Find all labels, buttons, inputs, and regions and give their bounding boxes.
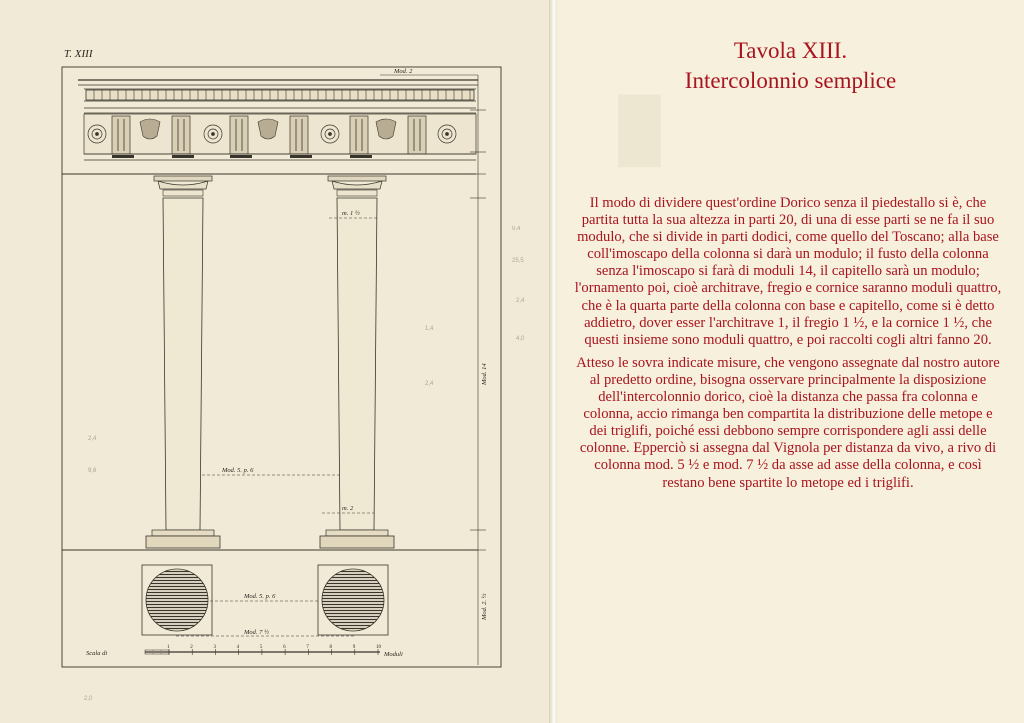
cornice <box>78 80 478 113</box>
scale-tick-label: 2 <box>190 645 193 650</box>
scale-tick-label: 8 <box>329 645 333 650</box>
scale-tick-label: 3 <box>213 645 216 650</box>
page-title: Tavola XIII. <box>733 38 848 63</box>
svg-text:0,4: 0,4 <box>512 226 521 232</box>
svg-text:4,0: 4,0 <box>516 336 525 342</box>
paragraph-1: Il modo di dividere quest'ordine Dorico senza il piedestallo si è, che partita tutta la sua altezza in parti 20, di una di esse parti se ne fa il suo modulo, che si divide in parti dodici, come quello del Toscano; alla base coll'imoscapo della colonna si darà un modulo; il fusto della colonna senza l'imoscapo si farà di moduli 14, il capitello sarà un modulo; l'ornamento poi, cioè architrave, fregio e cornice saranno moduli quattro, che è la quarta parte della colonna con base e capitello, come si è detto addietro, dover esser l'architrave 1, il fregio 1 ½, e la cornice 1 ½, che questi insieme sono moduli quattro, e poi raccolti cogli altri fanno 20. <box>574 195 1002 348</box>
scale-tick-label: 10 <box>376 645 381 650</box>
scale-label: Scala di <box>86 650 108 657</box>
dim-cornice: Mod. 2 <box>394 68 413 75</box>
scale-tick-label: 5 <box>259 645 263 650</box>
paragraph-2: Atteso le sovra indicate misure, che vengono assegnate dal nostro autore al predetto ordine, bisogna osservare principalmente la disposizione dell'intercolonnio dorico, cioè la distanza che passa fra colonna e colonna, accio rimanga ben compartita la distribuzione delle metope e dei triglifi, poiché essi debbono sempre corrispondere agli assi delle colonne. Epperciò si assegna dal Vignola per distanza da vivo, a rivo di colonna mod. 5 ½ e mod. 7 ½ da asse ad asse della colonna, e così restano bene spartite lo metope ed i triglifi. <box>576 354 1000 491</box>
svg-text:25,5: 25,5 <box>512 258 524 264</box>
svg-text:2,0: 2,0 <box>84 696 93 702</box>
svg-text:2,4: 2,4 <box>516 298 525 304</box>
svg-text:2,4: 2,4 <box>425 381 434 387</box>
dim-axis: Mod. 7 ½ <box>244 629 269 636</box>
dim-plan-interval: Mod. 5. p. 6 <box>244 593 276 600</box>
svg-text:1,4: 1,4 <box>425 326 434 332</box>
column-left <box>146 176 220 548</box>
body-text <box>573 195 1003 498</box>
scale-tick-label: 1 <box>167 645 170 650</box>
dim-col-top: m. 1 ½ <box>342 210 360 217</box>
column-right <box>320 176 394 548</box>
scale-tick-label: 6 <box>283 645 286 650</box>
scale-tick-label: 9 <box>352 645 356 650</box>
plate-number: T. XIII <box>64 48 93 60</box>
dim-height: Mod. 14 <box>481 363 488 385</box>
dim-col-base: m. 2 <box>342 505 354 512</box>
pencil-notes <box>84 226 525 702</box>
dim-interval: Mod. 5. p. 6 <box>222 467 254 474</box>
dimension-lines <box>176 75 486 665</box>
frieze <box>84 114 476 158</box>
scale-tick-label: 4 <box>236 645 240 650</box>
svg-text:2,4: 2,4 <box>88 436 97 442</box>
page-subtitle: Intercolonnio semplice <box>684 68 897 93</box>
dim-plinth: Mod. 2. ½ <box>481 593 488 620</box>
scale-unit: Moduli <box>384 651 403 658</box>
column-plans <box>142 565 388 635</box>
scale-tick-label: 7 <box>306 645 309 650</box>
bleed-through: ▐▌ <box>597 96 683 162</box>
scale-bar <box>86 645 403 658</box>
text-page <box>557 0 1024 723</box>
svg-text:9,6: 9,6 <box>88 468 97 474</box>
